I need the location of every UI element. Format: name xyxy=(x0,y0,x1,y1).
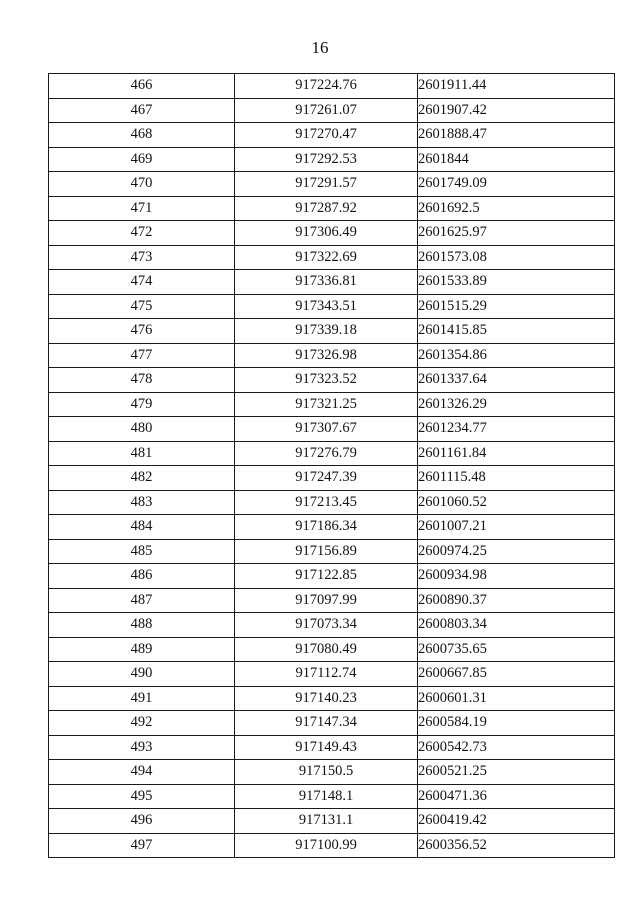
x-coordinate-cell: 917247.39 xyxy=(235,466,418,491)
x-coordinate-cell: 917080.49 xyxy=(235,637,418,662)
x-coordinate-cell: 917131.1 xyxy=(235,809,418,834)
table-row xyxy=(49,294,615,319)
table-row xyxy=(49,735,615,760)
page-number: 16 xyxy=(311,38,329,57)
point-number-cell: 471 xyxy=(49,196,235,221)
table-row xyxy=(49,270,615,295)
point-number-cell: 490 xyxy=(49,662,235,687)
x-coordinate-cell: 917323.52 xyxy=(235,368,418,393)
y-coordinate-cell: 2601749.09 xyxy=(418,172,615,197)
point-number-cell: 472 xyxy=(49,221,235,246)
table-row xyxy=(49,98,615,123)
point-number-cell: 489 xyxy=(49,637,235,662)
table-row xyxy=(49,123,615,148)
y-coordinate-cell: 2601060.52 xyxy=(418,490,615,515)
x-coordinate-cell: 917343.51 xyxy=(235,294,418,319)
point-number-cell: 483 xyxy=(49,490,235,515)
x-coordinate-cell: 917292.53 xyxy=(235,147,418,172)
table-row xyxy=(49,809,615,834)
table-row xyxy=(49,613,615,638)
point-number-cell: 487 xyxy=(49,588,235,613)
y-coordinate-cell: 2600934.98 xyxy=(418,564,615,589)
x-coordinate-cell: 917261.07 xyxy=(235,98,418,123)
point-number-cell: 466 xyxy=(49,74,235,99)
y-coordinate-cell: 2601888.47 xyxy=(418,123,615,148)
table-row xyxy=(49,686,615,711)
y-coordinate-cell: 2600356.52 xyxy=(418,833,615,858)
point-number-cell: 474 xyxy=(49,270,235,295)
point-number-cell: 468 xyxy=(49,123,235,148)
x-coordinate-cell: 917336.81 xyxy=(235,270,418,295)
point-number-cell: 475 xyxy=(49,294,235,319)
x-coordinate-cell: 917326.98 xyxy=(235,343,418,368)
x-coordinate-cell: 917307.67 xyxy=(235,417,418,442)
table-row xyxy=(49,172,615,197)
x-coordinate-cell: 917097.99 xyxy=(235,588,418,613)
x-coordinate-cell: 917150.5 xyxy=(235,760,418,785)
y-coordinate-cell: 2600601.31 xyxy=(418,686,615,711)
x-coordinate-cell: 917270.47 xyxy=(235,123,418,148)
point-number-cell: 492 xyxy=(49,711,235,736)
point-number-cell: 473 xyxy=(49,245,235,270)
table-row xyxy=(49,392,615,417)
x-coordinate-cell: 917073.34 xyxy=(235,613,418,638)
x-coordinate-cell: 917112.74 xyxy=(235,662,418,687)
y-coordinate-cell: 2601415.85 xyxy=(418,319,615,344)
point-number-cell: 482 xyxy=(49,466,235,491)
y-coordinate-cell: 2600584.19 xyxy=(418,711,615,736)
y-coordinate-cell: 2601573.08 xyxy=(418,245,615,270)
point-number-cell: 477 xyxy=(49,343,235,368)
x-coordinate-cell: 917224.76 xyxy=(235,74,418,99)
table-row xyxy=(49,711,615,736)
point-number-cell: 479 xyxy=(49,392,235,417)
x-coordinate-cell: 917287.92 xyxy=(235,196,418,221)
table-row xyxy=(49,245,615,270)
table-row xyxy=(49,784,615,809)
x-coordinate-cell: 917156.89 xyxy=(235,539,418,564)
point-number-cell: 485 xyxy=(49,539,235,564)
y-coordinate-cell: 2601115.48 xyxy=(418,466,615,491)
y-coordinate-cell: 2600803.34 xyxy=(418,613,615,638)
coordinates-table-body xyxy=(49,74,615,858)
point-number-cell: 480 xyxy=(49,417,235,442)
point-number-cell: 486 xyxy=(49,564,235,589)
table-row xyxy=(49,662,615,687)
x-coordinate-cell: 917149.43 xyxy=(235,735,418,760)
x-coordinate-cell: 917306.49 xyxy=(235,221,418,246)
y-coordinate-cell: 2601625.97 xyxy=(418,221,615,246)
table-row xyxy=(49,417,615,442)
x-coordinate-cell: 917322.69 xyxy=(235,245,418,270)
y-coordinate-cell: 2600974.25 xyxy=(418,539,615,564)
x-coordinate-cell: 917291.57 xyxy=(235,172,418,197)
point-number-cell: 476 xyxy=(49,319,235,344)
x-coordinate-cell: 917321.25 xyxy=(235,392,418,417)
y-coordinate-cell: 2600521.25 xyxy=(418,760,615,785)
y-coordinate-cell: 2600419.42 xyxy=(418,809,615,834)
y-coordinate-cell: 2600542.73 xyxy=(418,735,615,760)
point-number-cell: 470 xyxy=(49,172,235,197)
y-coordinate-cell: 2601354.86 xyxy=(418,343,615,368)
x-coordinate-cell: 917140.23 xyxy=(235,686,418,711)
table-row xyxy=(49,539,615,564)
table-row xyxy=(49,588,615,613)
point-number-cell: 493 xyxy=(49,735,235,760)
table-row xyxy=(49,147,615,172)
y-coordinate-cell: 2600890.37 xyxy=(418,588,615,613)
y-coordinate-cell: 2601515.29 xyxy=(418,294,615,319)
y-coordinate-cell: 2600667.85 xyxy=(418,662,615,687)
point-number-cell: 467 xyxy=(49,98,235,123)
point-number-cell: 481 xyxy=(49,441,235,466)
x-coordinate-cell: 917147.34 xyxy=(235,711,418,736)
table-row xyxy=(49,319,615,344)
x-coordinate-cell: 917100.99 xyxy=(235,833,418,858)
point-number-cell: 488 xyxy=(49,613,235,638)
table-row xyxy=(49,760,615,785)
y-coordinate-cell: 2601326.29 xyxy=(418,392,615,417)
table-row xyxy=(49,515,615,540)
y-coordinate-cell: 2601911.44 xyxy=(418,74,615,99)
y-coordinate-cell: 2601533.89 xyxy=(418,270,615,295)
point-number-cell: 478 xyxy=(49,368,235,393)
point-number-cell: 494 xyxy=(49,760,235,785)
x-coordinate-cell: 917186.34 xyxy=(235,515,418,540)
table-row xyxy=(49,368,615,393)
table-row xyxy=(49,221,615,246)
table-row xyxy=(49,833,615,858)
point-number-cell: 497 xyxy=(49,833,235,858)
coordinates-table xyxy=(48,73,615,858)
x-coordinate-cell: 917148.1 xyxy=(235,784,418,809)
table-row xyxy=(49,466,615,491)
x-coordinate-cell: 917339.18 xyxy=(235,319,418,344)
y-coordinate-cell: 2600735.65 xyxy=(418,637,615,662)
table-row xyxy=(49,637,615,662)
y-coordinate-cell: 2601844 xyxy=(418,147,615,172)
table-row xyxy=(49,343,615,368)
point-number-cell: 495 xyxy=(49,784,235,809)
table-row xyxy=(49,74,615,99)
y-coordinate-cell: 2600471.36 xyxy=(418,784,615,809)
table-row xyxy=(49,196,615,221)
table-row xyxy=(49,490,615,515)
point-number-cell: 484 xyxy=(49,515,235,540)
point-number-cell: 469 xyxy=(49,147,235,172)
x-coordinate-cell: 917213.45 xyxy=(235,490,418,515)
y-coordinate-cell: 2601007.21 xyxy=(418,515,615,540)
y-coordinate-cell: 2601692.5 xyxy=(418,196,615,221)
y-coordinate-cell: 2601907.42 xyxy=(418,98,615,123)
point-number-cell: 496 xyxy=(49,809,235,834)
y-coordinate-cell: 2601161.84 xyxy=(418,441,615,466)
table-row xyxy=(49,441,615,466)
x-coordinate-cell: 917122.85 xyxy=(235,564,418,589)
table-row xyxy=(49,564,615,589)
y-coordinate-cell: 2601234.77 xyxy=(418,417,615,442)
x-coordinate-cell: 917276.79 xyxy=(235,441,418,466)
point-number-cell: 491 xyxy=(49,686,235,711)
y-coordinate-cell: 2601337.64 xyxy=(418,368,615,393)
